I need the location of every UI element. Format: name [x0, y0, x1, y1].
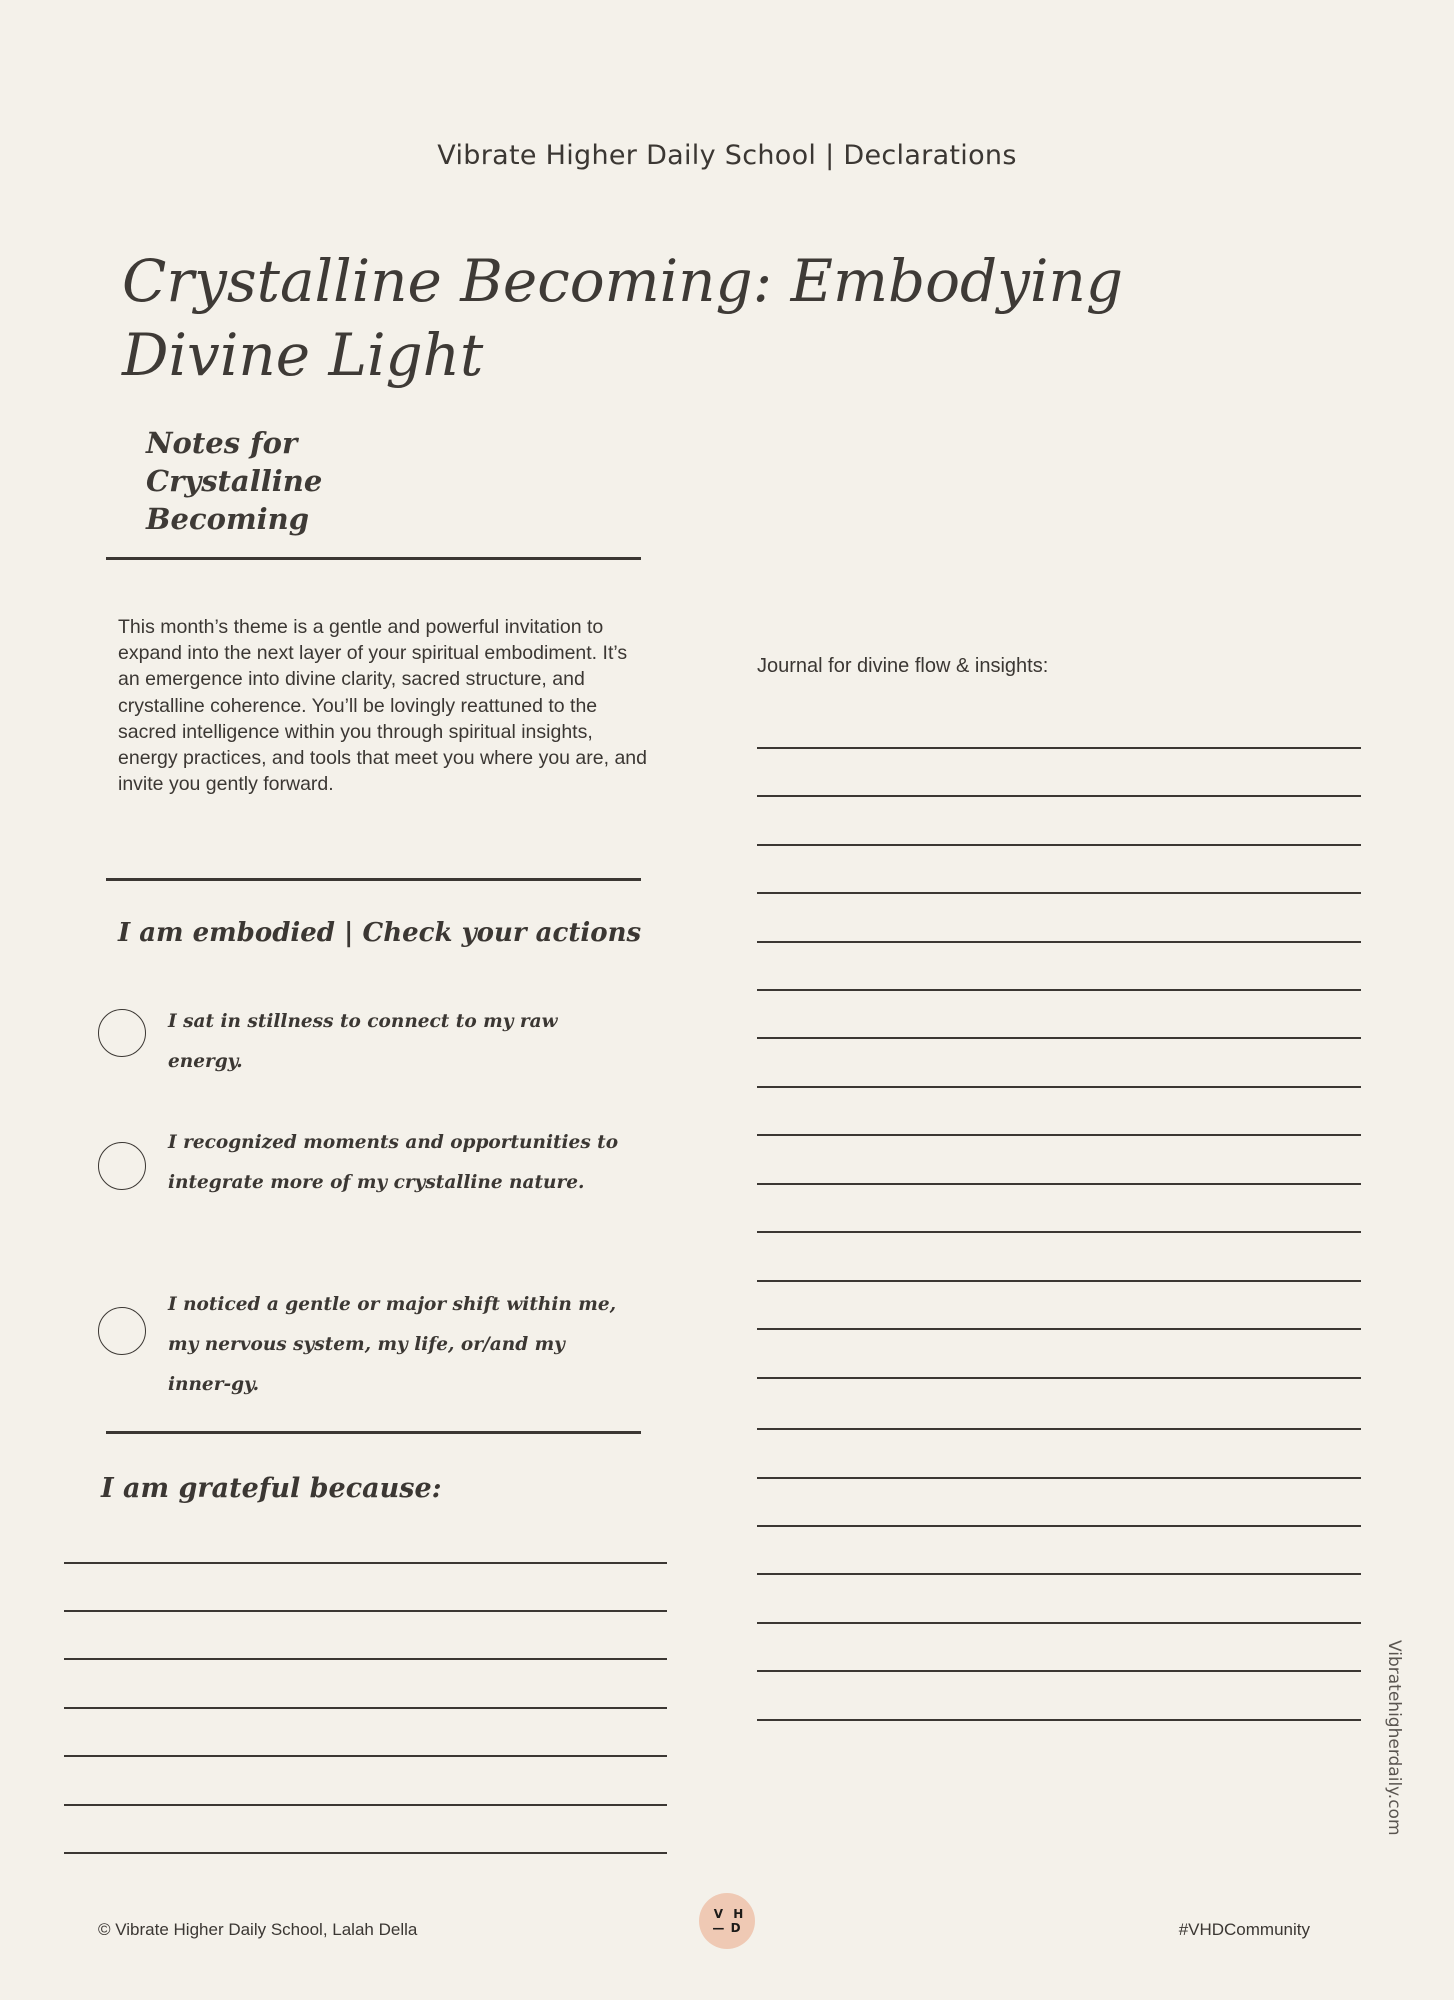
journal-line[interactable]: [757, 1719, 1361, 1721]
checklist-item-label: I sat in stillness to connect to my raw energy.: [168, 1011, 558, 1072]
gratitude-line[interactable]: [64, 1562, 667, 1564]
journal-line[interactable]: [757, 1573, 1361, 1575]
checkbox-stillness[interactable]: [98, 1009, 146, 1057]
journal-line[interactable]: [757, 1134, 1361, 1136]
journal-line[interactable]: [757, 1377, 1361, 1379]
gratitude-line[interactable]: [64, 1707, 667, 1709]
journal-line[interactable]: [757, 1086, 1361, 1088]
divider-middle: [106, 878, 641, 881]
journal-line[interactable]: [757, 1477, 1361, 1479]
actions-title: I am embodied | Check your actions: [118, 918, 642, 948]
gratitude-line[interactable]: [64, 1658, 667, 1660]
gratitude-line[interactable]: [64, 1852, 667, 1854]
journal-line[interactable]: [757, 844, 1361, 846]
checklist-item-label: I recognized moments and opportunities to integrate more of my crystalline nature.: [168, 1132, 619, 1193]
checkbox-shift-within[interactable]: [98, 1307, 146, 1355]
journal-line[interactable]: [757, 1670, 1361, 1672]
journal-line[interactable]: [757, 1428, 1361, 1430]
journal-line[interactable]: [757, 1622, 1361, 1624]
journal-line[interactable]: [757, 1231, 1361, 1233]
journal-line[interactable]: [757, 1525, 1361, 1527]
journal-line[interactable]: [757, 1280, 1361, 1282]
journal-line[interactable]: [757, 941, 1361, 943]
journal-line[interactable]: [757, 1328, 1361, 1330]
notes-title: Notes for Crystalline Becoming: [146, 426, 323, 536]
journal-line[interactable]: [757, 795, 1361, 797]
gratitude-line[interactable]: [64, 1804, 667, 1806]
gratitude-title: I am grateful because:: [101, 1473, 442, 1504]
gratitude-line[interactable]: [64, 1610, 667, 1612]
journal-line[interactable]: [757, 892, 1361, 894]
checklist-item-label: I noticed a gentle or major shift within me, my nervous system, my life, or/and my inner-gy.: [168, 1294, 617, 1395]
website-side-text: Vibratehigherdaily.com: [1384, 1640, 1404, 1836]
journal-line[interactable]: [757, 747, 1361, 749]
journal-label: Journal for divine flow & insights:: [757, 655, 1049, 677]
journal-line[interactable]: [757, 1183, 1361, 1185]
logo-text-top: V H: [713, 1907, 747, 1921]
divider-top: [106, 557, 641, 560]
journal-line[interactable]: [757, 1037, 1361, 1039]
vhd-logo: [699, 1893, 755, 1949]
intro-text: This month’s theme is a gentle and powerful invitation to expand into the next layer of your spiritual embodiment. It’s an emergence into divine clarity, sacred structure, and crystalline coherence. You’ll be lovingly reattuned to the sacred intelligence within you through spiritual insights, energy practices, and tools that meet you where you are, and invite you gently forward.: [118, 616, 647, 796]
footer-hashtag: #VHDCommunity: [1178, 1920, 1310, 1939]
divider-bottom: [106, 1431, 641, 1434]
page-title: Crystalline Becoming: Embodying Divine Light: [122, 247, 1123, 389]
checkbox-crystalline-nature[interactable]: [98, 1142, 146, 1190]
logo-text-bottom: — D: [712, 1921, 742, 1935]
footer-copyright: © Vibrate Higher Daily School, Lalah Della: [98, 1920, 418, 1939]
page-header: Vibrate Higher Daily School | Declarations: [437, 140, 1017, 171]
gratitude-line[interactable]: [64, 1755, 667, 1757]
journal-line[interactable]: [757, 989, 1361, 991]
